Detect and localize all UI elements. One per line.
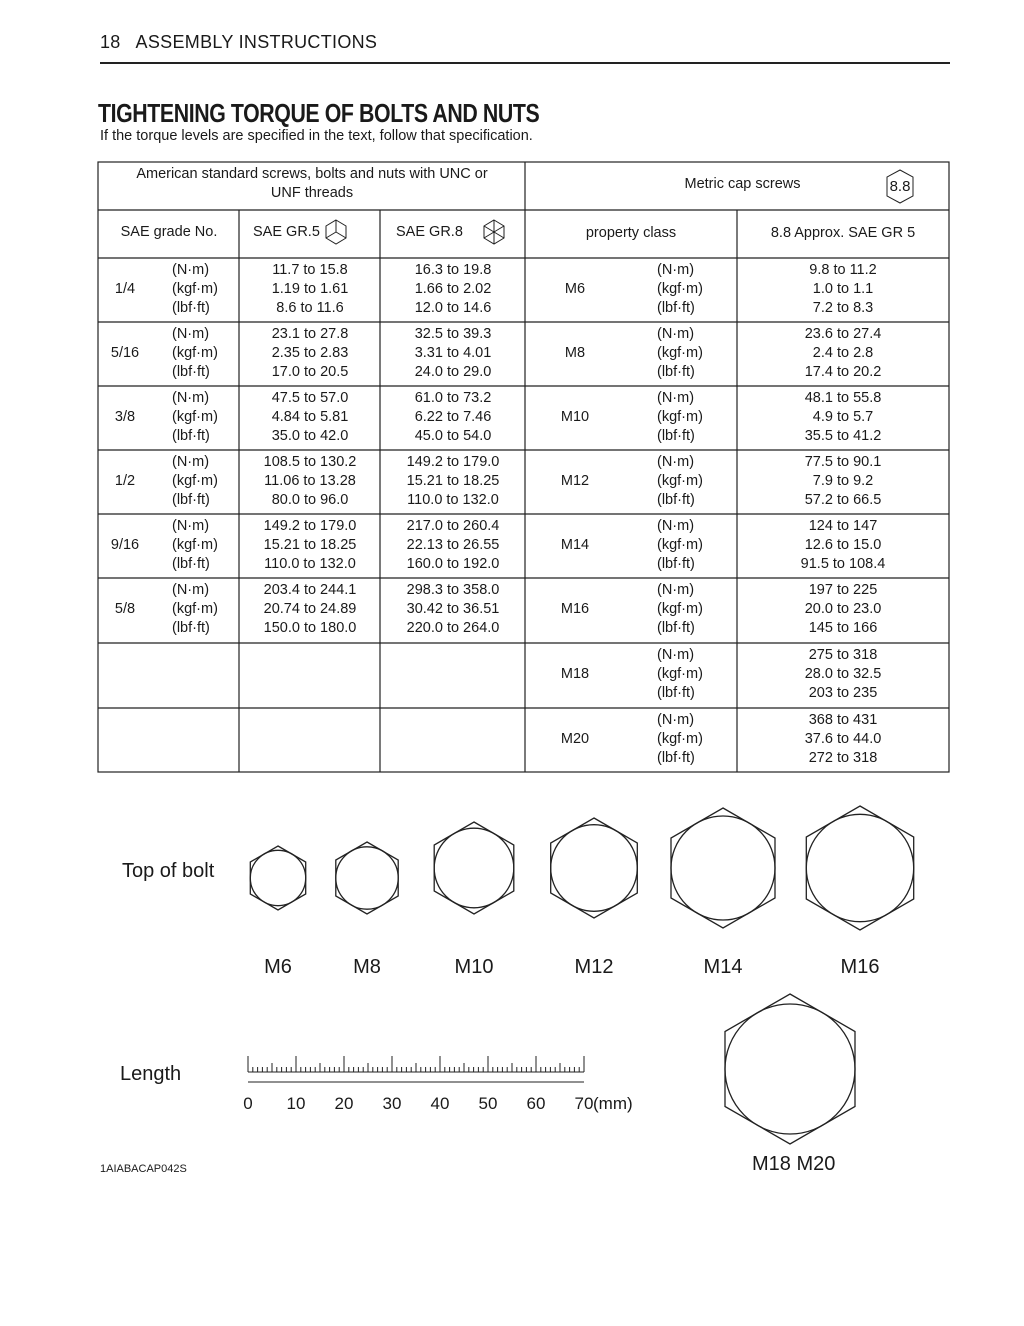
m88-value: 23.6 to 27.4 (804, 326, 882, 342)
unit-label: (lbf·ft) (172, 364, 210, 380)
gr8-value: 110.0 to 132.0 (407, 492, 499, 508)
col-88-approx: 8.8 Approx. SAE GR 5 (770, 225, 916, 241)
unit-label: (kgf·m) (172, 473, 218, 489)
gr8-value: 30.42 to 36.51 (406, 601, 500, 617)
m88-value: 7.9 to 9.2 (812, 473, 874, 489)
col-sae-grade: SAE grade No. (120, 224, 218, 240)
big-bolt-label: M18 M20 (752, 1153, 836, 1175)
page-number: 18 (100, 32, 121, 52)
m88-value: 91.5 to 108.4 (800, 556, 886, 572)
unit-label: (lbf·ft) (172, 300, 210, 316)
bolt-size-label: M8 (353, 956, 381, 978)
bolt-head-hex-icon (806, 806, 913, 930)
sae-size: 5/16 (110, 345, 140, 361)
metric-size: M16 (560, 601, 590, 617)
gr5-value: 2.35 to 2.83 (271, 345, 349, 361)
bolt-head-hex-icon (336, 842, 398, 914)
gr8-value: 61.0 to 73.2 (414, 390, 492, 406)
gr8-value: 22.13 to 26.55 (406, 537, 500, 553)
metric-unit-label: (kgf·m) (657, 281, 703, 297)
bolt-head-circle (551, 825, 638, 912)
metric-size: M10 (560, 409, 590, 425)
bolt-head-circle (250, 850, 305, 905)
metric-unit-label: (N·m) (657, 262, 695, 278)
metric-unit-label: (lbf·ft) (657, 750, 695, 766)
metric-header: Metric cap screws (684, 176, 801, 192)
metric-unit-label: (kgf·m) (657, 666, 703, 682)
metric-unit-label: (kgf·m) (657, 473, 703, 489)
gr8-value: 32.5 to 39.3 (414, 326, 492, 342)
gr5-value: 47.5 to 57.0 (271, 390, 349, 406)
m88-value: 7.2 to 8.3 (812, 300, 874, 316)
unit-label: (N·m) (172, 262, 210, 278)
col-sae-gr5: SAE GR.5 (253, 224, 320, 240)
gr8-value: 160.0 to 192.0 (406, 556, 500, 572)
sae-size: 9/16 (110, 537, 140, 553)
unit-label: (N·m) (172, 454, 210, 470)
bolt-size-label: M6 (264, 956, 292, 978)
unit-label: (N·m) (172, 390, 210, 406)
metric-unit-label: (kgf·m) (657, 537, 703, 553)
m88-value: 12.6 to 15.0 (804, 537, 882, 553)
m88-value: 28.0 to 32.5 (804, 666, 882, 682)
metric-unit-label: (N·m) (657, 454, 695, 470)
sae-size: 1/4 (114, 281, 136, 297)
bolt-head-circle (434, 828, 514, 908)
american-header: American standard screws, bolts and nuts with UNC or UNF threads (136, 166, 488, 201)
m88-value: 1.0 to 1.1 (812, 281, 874, 297)
m88-value: 9.8 to 11.2 (809, 262, 877, 278)
gr5-value: 4.84 to 5.81 (271, 409, 349, 425)
metric-unit-label: (kgf·m) (657, 409, 703, 425)
figure-code: 1AIABACAP042S (100, 1163, 187, 1175)
ruler-unit: (mm) (593, 1094, 633, 1113)
gr8-value: 220.0 to 264.0 (406, 620, 500, 636)
m88-value: 57.2 to 66.5 (804, 492, 882, 508)
ruler-tick-label: 10 (286, 1094, 306, 1113)
ruler-tick-label: 20 (334, 1094, 354, 1113)
m88-value: 77.5 to 90.1 (804, 454, 882, 470)
metric-unit-label: (N·m) (657, 582, 695, 598)
bolt-head-circle (336, 847, 398, 909)
sae-size: 5/8 (114, 601, 136, 617)
m88-value: 4.9 to 5.7 (812, 409, 874, 425)
metric-size: M14 (560, 537, 590, 553)
gr5-value: 17.0 to 20.5 (271, 364, 349, 380)
gr5-value: 149.2 to 179.0 (263, 518, 357, 534)
m88-value: 368 to 431 (808, 712, 878, 728)
metric-unit-label: (lbf·ft) (657, 620, 695, 636)
metric-unit-label: (lbf·ft) (657, 685, 695, 701)
metric-unit-label: (kgf·m) (657, 731, 703, 747)
unit-label: (kgf·m) (172, 281, 218, 297)
gr8-value: 3.31 to 4.01 (414, 345, 492, 361)
ruler-tick-label: 0 (243, 1094, 253, 1113)
m88-value: 145 to 166 (808, 620, 878, 636)
ruler-tick-label: 40 (430, 1094, 450, 1113)
top-of-bolt-label: Top of bolt (122, 860, 215, 882)
unit-label: (N·m) (172, 326, 210, 342)
unit-label: (kgf·m) (172, 537, 218, 553)
page-subtitle: If the torque levels are specified in the text, follow that specification. (100, 128, 533, 144)
gr5-value: 15.21 to 18.25 (263, 537, 357, 553)
unit-label: (kgf·m) (172, 409, 218, 425)
m88-value: 275 to 318 (808, 647, 878, 663)
m88-value: 124 to 147 (808, 518, 878, 534)
gr8-value: 24.0 to 29.0 (414, 364, 492, 380)
gr8-value: 217.0 to 260.4 (406, 518, 500, 534)
gr5-value: 35.0 to 42.0 (271, 428, 349, 444)
bolt-head-hex-icon (250, 846, 305, 910)
metric-size: M18 (560, 666, 590, 682)
m88-value: 35.5 to 41.2 (804, 428, 882, 444)
sae-size: 1/2 (114, 473, 136, 489)
metric-unit-label: (N·m) (657, 647, 695, 663)
bolt-head-circle (671, 816, 775, 920)
bolt-head-circle (806, 814, 913, 921)
gr5-value: 23.1 to 27.8 (271, 326, 349, 342)
bolt-size-label: M16 (840, 956, 880, 978)
metric-size: M20 (560, 731, 590, 747)
metric-size: M8 (564, 345, 586, 361)
gr5-value: 80.0 to 96.0 (271, 492, 349, 508)
metric-unit-label: (N·m) (657, 518, 695, 534)
gr5-value: 11.06 to 13.28 (264, 473, 356, 489)
m88-value: 20.0 to 23.0 (804, 601, 882, 617)
gr8-value: 12.0 to 14.6 (414, 300, 492, 316)
unit-label: (lbf·ft) (172, 556, 210, 572)
gr5-value: 203.4 to 244.1 (263, 582, 357, 598)
metric-unit-label: (lbf·ft) (657, 428, 695, 444)
col-sae-gr8: SAE GR.8 (396, 224, 463, 240)
gr5-value: 11.7 to 15.8 (272, 262, 348, 278)
metric-unit-label: (lbf·ft) (657, 300, 695, 316)
gr5-value: 150.0 to 180.0 (263, 620, 357, 636)
m88-value: 37.6 to 44.0 (804, 731, 882, 747)
unit-label: (kgf·m) (172, 601, 218, 617)
ruler-tick-label: 50 (478, 1094, 498, 1113)
bolt-head-circle (725, 1004, 855, 1134)
gr5-value: 110.0 to 132.0 (264, 556, 356, 572)
metric-unit-label: (lbf·ft) (657, 556, 695, 572)
m88-value: 2.4 to 2.8 (812, 345, 874, 361)
bolt-head-hex-icon (671, 808, 775, 928)
bolt-head-hex-icon (551, 818, 638, 918)
bolt-size-label: M12 (574, 956, 614, 978)
unit-label: (lbf·ft) (172, 620, 210, 636)
bolt-head-hex-icon (434, 822, 514, 914)
m88-value: 272 to 318 (808, 750, 878, 766)
gr5-value: 20.74 to 24.89 (263, 601, 357, 617)
page-title: TIGHTENING TORQUE OF BOLTS AND NUTS (98, 98, 540, 128)
gr8-value: 1.66 to 2.02 (414, 281, 492, 297)
gr5-value: 108.5 to 130.2 (263, 454, 357, 470)
sae-size: 3/8 (114, 409, 136, 425)
length-label: Length (120, 1063, 182, 1085)
metric-unit-label: (N·m) (657, 326, 695, 342)
m88-value: 48.1 to 55.8 (804, 390, 882, 406)
metric-unit-label: (kgf·m) (657, 601, 703, 617)
bolt-size-label: M14 (703, 956, 743, 978)
bolt-head-hex-icon (725, 994, 855, 1144)
gr8-value: 45.0 to 54.0 (414, 428, 492, 444)
ruler-tick-label: 30 (382, 1094, 402, 1113)
m88-value: 17.4 to 20.2 (804, 364, 882, 380)
metric-unit-label: (lbf·ft) (657, 364, 695, 380)
metric-size: M6 (564, 281, 586, 297)
gr5-value: 8.6 to 11.6 (276, 300, 344, 316)
unit-label: (N·m) (172, 518, 210, 534)
unit-label: (kgf·m) (172, 345, 218, 361)
gr8-value: 15.21 to 18.25 (406, 473, 500, 489)
gr8-value: 6.22 to 7.46 (414, 409, 492, 425)
gr5-value: 1.19 to 1.61 (271, 281, 349, 297)
ruler-tick-label: 70 (574, 1094, 594, 1113)
metric-unit-label: (N·m) (657, 712, 695, 728)
metric-unit-label: (kgf·m) (657, 345, 703, 361)
unit-label: (N·m) (172, 582, 210, 598)
metric-unit-label: (N·m) (657, 390, 695, 406)
unit-label: (lbf·ft) (172, 492, 210, 508)
col-property-class: property class (585, 225, 677, 241)
section-title: ASSEMBLY INSTRUCTIONS (135, 32, 378, 52)
ruler-tick-label: 60 (526, 1094, 546, 1113)
metric-header-badge: 8.8 (889, 178, 911, 195)
gr8-value: 149.2 to 179.0 (406, 454, 500, 470)
bolt-size-label: M10 (454, 956, 494, 978)
unit-label: (lbf·ft) (172, 428, 210, 444)
metric-size: M12 (560, 473, 590, 489)
m88-value: 197 to 225 (808, 582, 878, 598)
gr8-value: 298.3 to 358.0 (406, 582, 500, 598)
m88-value: 203 to 235 (808, 685, 878, 701)
gr8-value: 16.3 to 19.8 (414, 262, 492, 278)
metric-unit-label: (lbf·ft) (657, 492, 695, 508)
